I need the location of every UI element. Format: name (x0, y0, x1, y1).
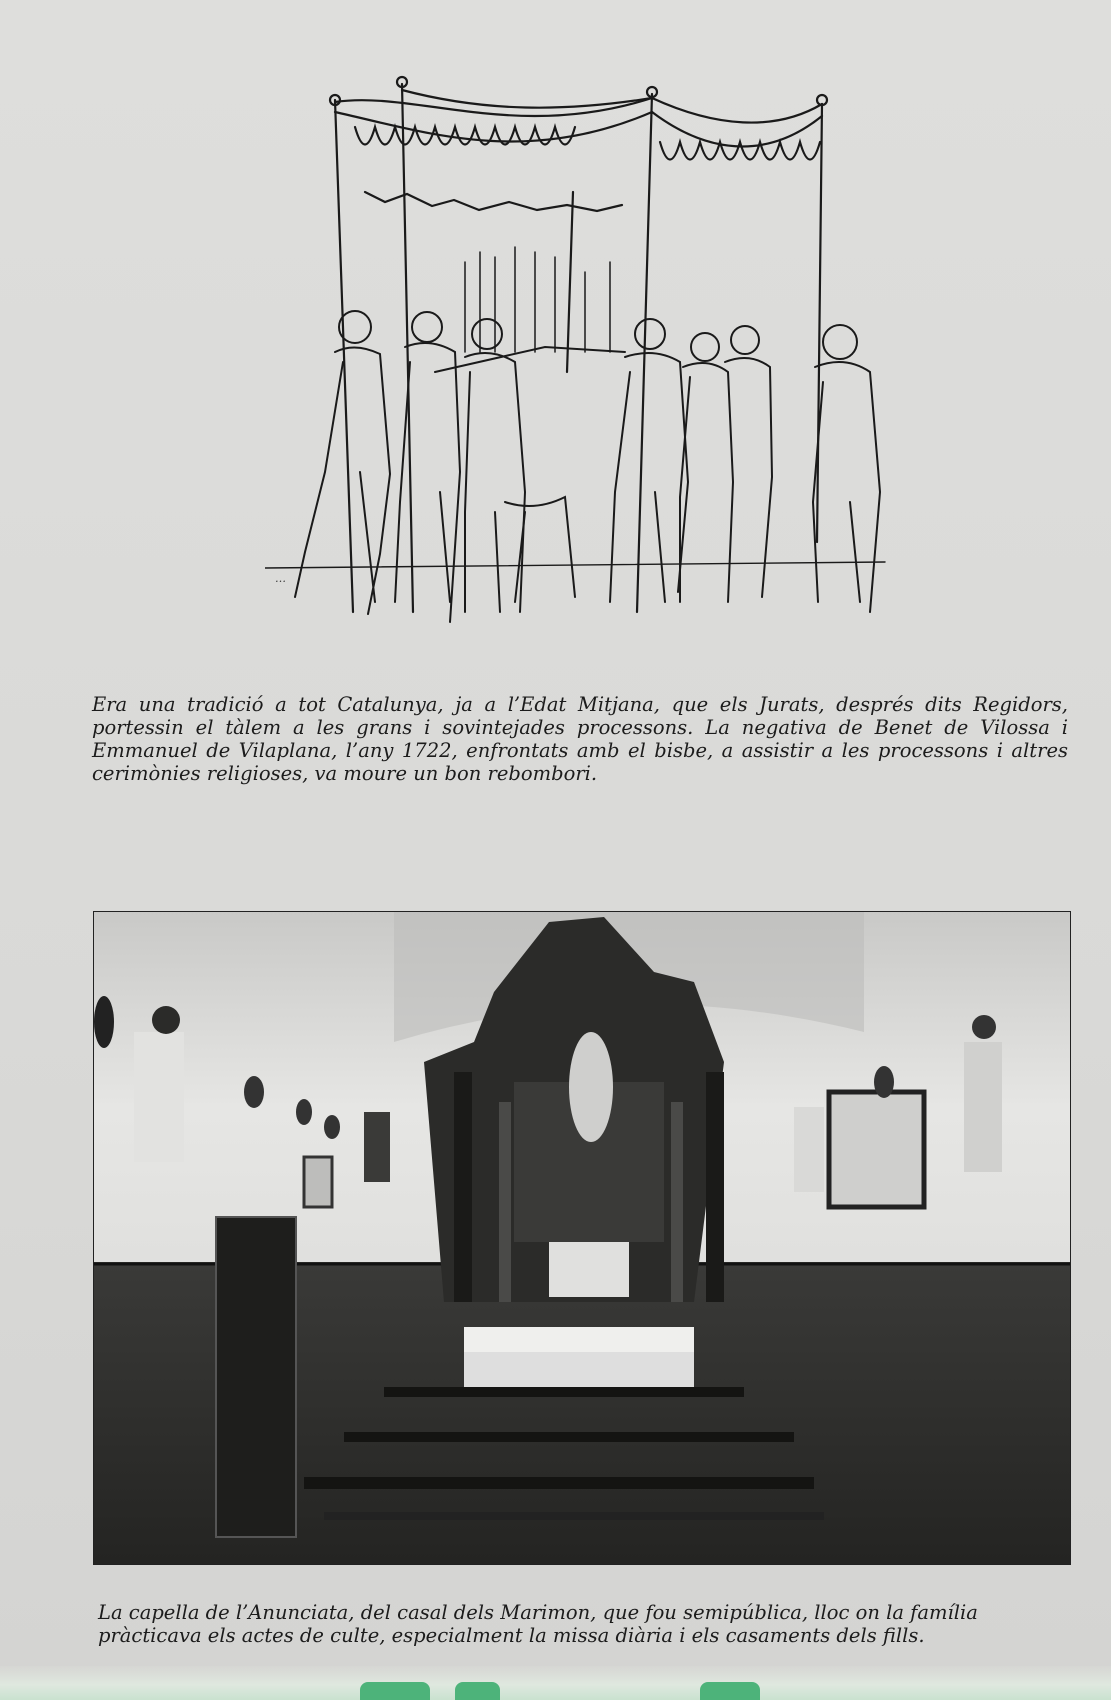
sketch-caption: Era una tradició a tot Catalunya, ja a l’Edat Mitjana, que els Jurats, després dits Regidors, portessin el tàlem a les grans i sovintejades processons. La negativa de Benet de Vilossa i Emmanuel de Vilaplana, l’any 1722, enfrontats amb el bisbe, a assistir a les processons i altres cerimònies religioses, va moure un bon rebombori. (92, 692, 1068, 785)
chapel-photo (93, 911, 1071, 1565)
svg-text:…: … (275, 572, 286, 585)
next-page-edge (0, 1666, 1111, 1700)
photo-caption: La capella de l’Anunciata, del casal dels Marimon, que fou semipública, lloc on la família pràcticava els actes de culte, especialment la missa diària i els casaments dels fills. (98, 1600, 978, 1647)
procession-sketch (265, 72, 925, 642)
